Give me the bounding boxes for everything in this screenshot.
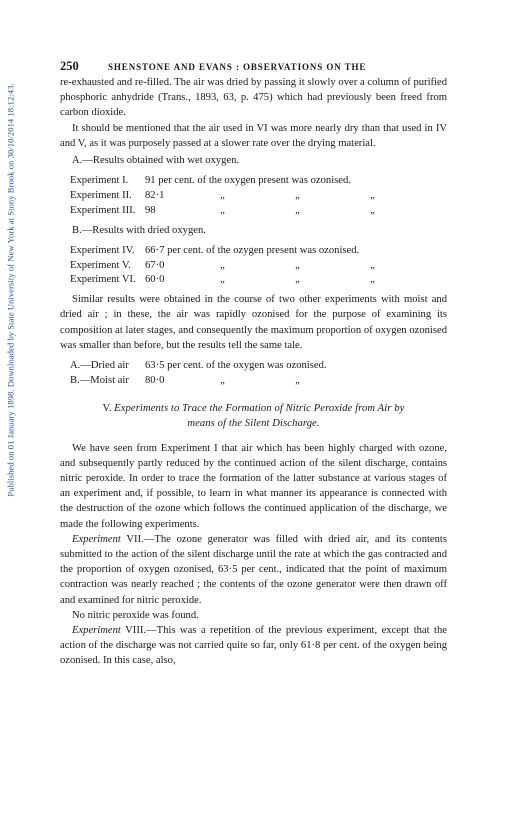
page-header xyxy=(60,55,447,75)
experiment-value: 60·0 xyxy=(145,274,165,286)
experiment-label: Experiment xyxy=(72,625,121,637)
paragraph-similar-results: Similar results were obtained in the course of two other experiments with moist and dried air ; in these, the air was rapidly ozonised for the purpose of examining its composition at later stages, and consequently the maximum proportion of oxygen ozonised was smaller than before, but the results tell the same tale. xyxy=(60,294,447,351)
experiment-value: 98 xyxy=(145,204,156,216)
experiment-value: 82·1 xyxy=(145,190,165,202)
download-watermark xyxy=(4,30,18,550)
section-v-heading xyxy=(60,401,447,431)
ditto-marks xyxy=(185,189,410,204)
ditto-mark: „ xyxy=(295,274,300,286)
experiment-name: Experiment III. xyxy=(70,204,136,216)
experiment-name: Experiment V. xyxy=(70,259,131,271)
experiment-name: Experiment II. xyxy=(70,190,132,202)
ditto-mark: „ xyxy=(220,374,225,386)
page-content xyxy=(60,55,447,669)
paragraph-intro-section-v: We have seen from Experiment I that air which has been highly charged with ozone, and subsequently partly reduced by the continued action of the silent discharge, contains nitric peroxide. In order to trace the formation of the latter substance at various stages of an experiment and, if possible, to learn in what manner its appearance is connected with the destruction of the ozone which follows the continued application of the discharge, we made the following experiments. xyxy=(60,442,447,530)
section-v-title-line1: Experiments to Trace the Formation of Nitric Peroxide from Air by xyxy=(114,402,405,414)
ditto-mark: „ xyxy=(295,374,300,386)
ditto-mark: „ xyxy=(370,190,375,202)
ditto-marks xyxy=(185,204,410,219)
table-row xyxy=(70,174,447,189)
paragraph-no-peroxide: No nitric peroxide was found. xyxy=(72,609,199,621)
paragraph-experiment-viii xyxy=(60,623,447,669)
ditto-mark: „ xyxy=(370,259,375,271)
section-v-heading-line2 xyxy=(60,416,447,431)
results-table-dried xyxy=(70,244,447,288)
table-row xyxy=(70,374,447,389)
section-b-title: B.—Results with dried oxygen. xyxy=(72,224,206,236)
experiment-name: Experiment IV. xyxy=(70,244,135,256)
ditto-marks xyxy=(185,259,410,274)
experiment-value: 67·0 xyxy=(145,259,165,271)
page-number: 250 xyxy=(60,59,79,73)
table-row xyxy=(70,204,447,219)
ditto-marks xyxy=(185,374,335,389)
ditto-mark: „ xyxy=(295,190,300,202)
experiment-value: 91 per cent. of the oxygen present was ozonised. xyxy=(145,175,351,187)
download-watermark-text: Published on 01 January 1898. Downloaded by State University of New York at Stony Brook on 30/10/2014 18:12:43. xyxy=(6,83,17,497)
ditto-mark: „ xyxy=(220,259,225,271)
air-value: 63·5 per cent. of the oxygen was ozonised. xyxy=(145,360,327,372)
ditto-mark: „ xyxy=(220,274,225,286)
experiment-number: VIII. xyxy=(125,625,147,637)
air-type: A.—Dried air xyxy=(70,360,129,372)
air-value: 80·0 xyxy=(145,374,165,386)
paragraph-note: It should be mentioned that the air used in VI was more nearly dry than that used in IV and V, as it was purposely passed at a slower rate over the drying material. xyxy=(60,122,447,149)
experiment-number: VII. xyxy=(126,533,144,545)
table-row xyxy=(70,359,447,374)
paragraph-drying: re-exhausted and re-filled. The air was dried by passing it slowly over a column of purified phosphoric anhydride (Trans., 1893, 63, p. 475) which had previously been freed from carbon dioxide. xyxy=(60,77,447,119)
section-a-title: A.—Results obtained with wet oxygen. xyxy=(72,155,240,167)
ditto-mark: „ xyxy=(370,204,375,216)
section-v-heading-line1 xyxy=(60,401,447,416)
experiment-name: Experiment I. xyxy=(70,175,129,187)
table-row xyxy=(70,244,447,259)
ditto-marks xyxy=(185,273,410,288)
table-row xyxy=(70,189,447,204)
results-table-wet xyxy=(70,174,447,218)
ditto-mark: „ xyxy=(220,204,225,216)
section-v-title-line2: means of the Silent Discharge. xyxy=(187,417,320,429)
ditto-mark: „ xyxy=(295,259,300,271)
experiment-name: Experiment VI. xyxy=(70,274,136,286)
experiment-label: Experiment xyxy=(72,533,121,545)
experiment-vii-text: —The ozone generator was filled with dried air, and its contents submitted to the action of the silent discharge until the rate at which the gas contracted and the proportion of oxygen ozonised, 63·5 per cent., indicated that the point of maximum contraction was nearly reached ; the contents of the ozone generator were then drawn off and examined for nitric peroxide. xyxy=(60,533,447,606)
running-title: SHENSTONE AND EVANS : OBSERVATIONS ON THE xyxy=(108,62,367,72)
ditto-mark: „ xyxy=(295,204,300,216)
paragraph-experiment-vii xyxy=(60,532,447,608)
air-type: B.—Moist air xyxy=(70,374,129,386)
experiment-value: 66·7 per cent. of the ozygen present was ozonised. xyxy=(145,244,360,256)
ditto-mark: „ xyxy=(370,274,375,286)
experiment-viii-text: —This was a repetition of the previous experiment, except that the action of the discharge was not carried quite so far, only 61·8 per cent. of the oxygen being ozonised. In this case, also, xyxy=(60,625,447,667)
section-v-number: V. xyxy=(102,402,112,414)
table-row xyxy=(70,259,447,274)
table-row xyxy=(70,273,447,288)
ditto-mark: „ xyxy=(220,190,225,202)
results-table-air xyxy=(70,359,447,389)
